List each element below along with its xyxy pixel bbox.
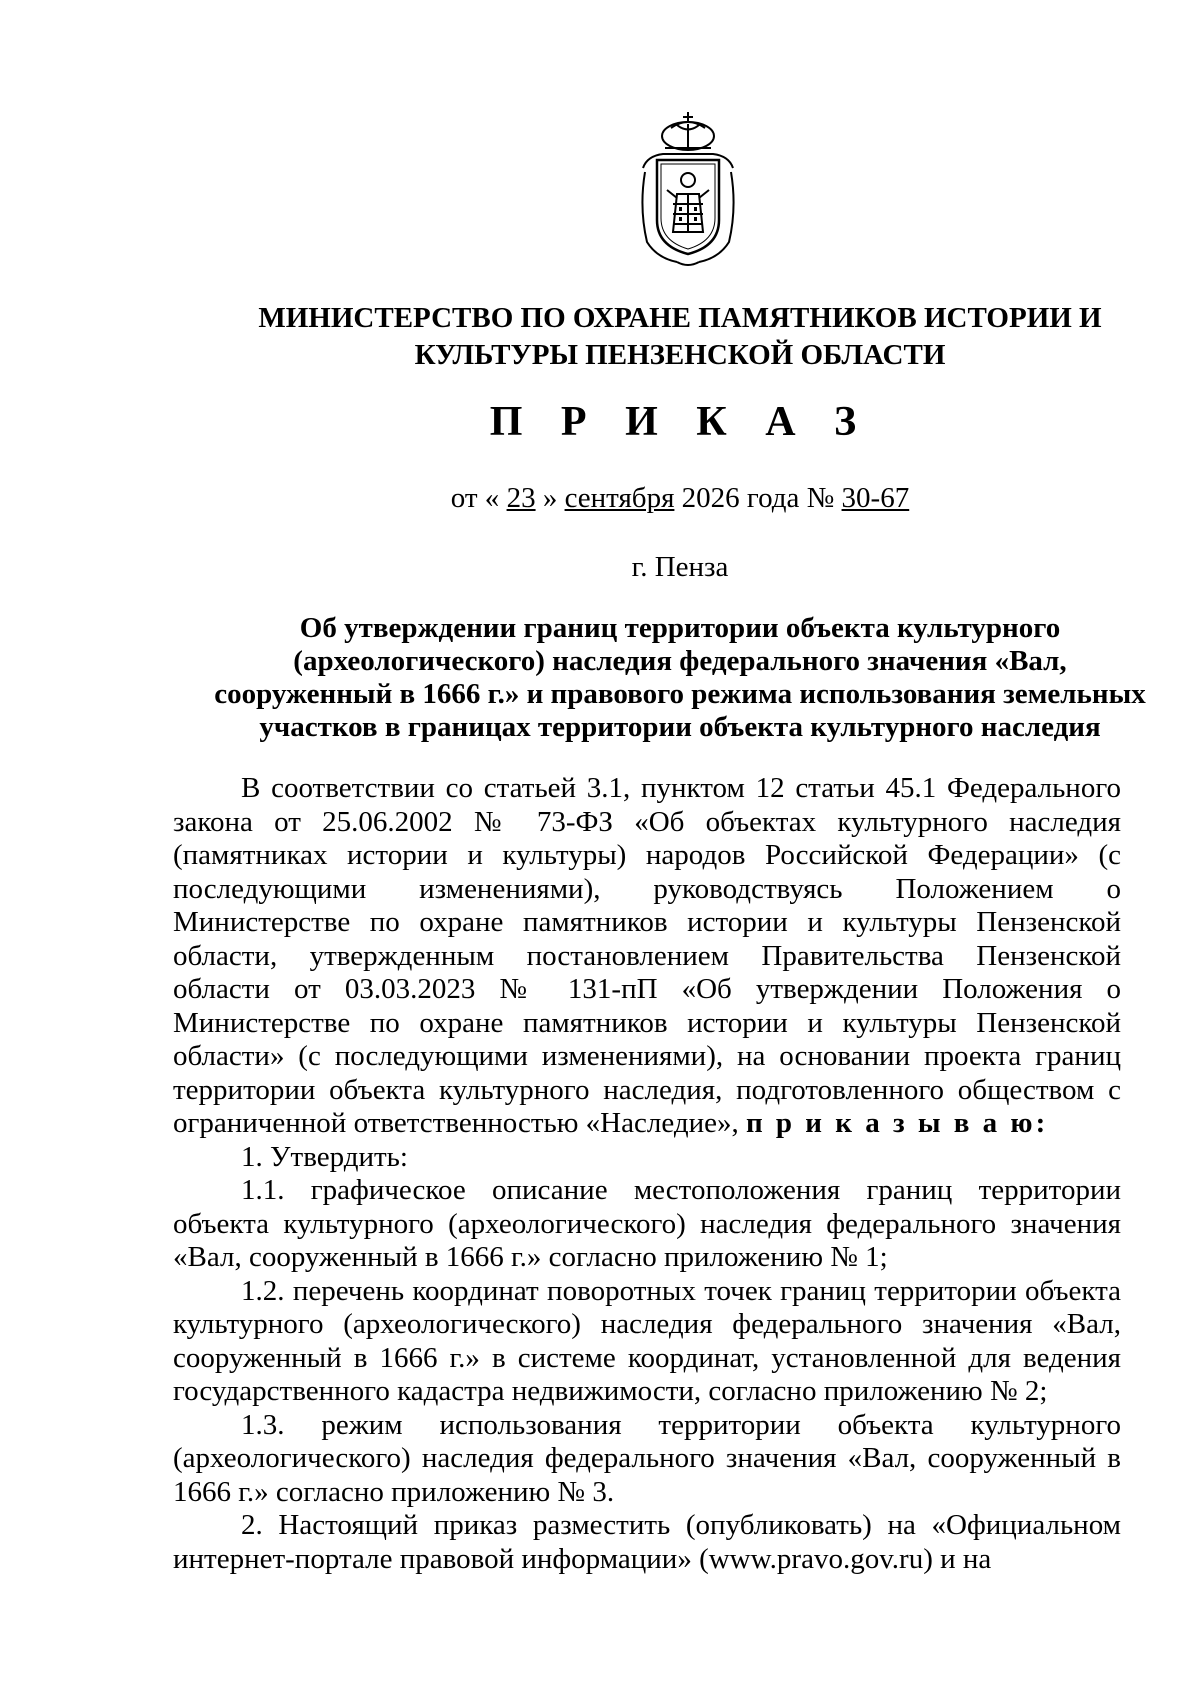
- city: г. Пенза: [631, 551, 729, 583]
- document-date-number: [160, 482, 1200, 515]
- item-1-3: 1.3. режим использования территории объекта культурного (археологического) наследия федерального значения «Вал, сооруженный в 1666 г.» согласно приложению № 3.: [173, 1408, 1121, 1508]
- item-2: 2. Настоящий приказ разместить (опубликовать) на «Официальном интернет-портале правовой информации» (www.pravo.gov.ru) и на: [173, 1509, 1121, 1575]
- date-month: сентября: [564, 482, 675, 514]
- document-number: 30-67: [841, 482, 910, 514]
- ministry-name-line2: КУЛЬТУРЫ ПЕНЗЕНСКОЙ ОБЛАСТИ: [414, 339, 946, 371]
- date-day: 23: [506, 482, 536, 514]
- item-1-1: 1.1. графическое описание местоположения границ территории объекта культурного (археологического) наследия федерального значения «Вал, сооруженный в 1666 г.» согласно приложению № 1;: [173, 1174, 1121, 1273]
- ministry-name: [160, 300, 1200, 374]
- date-prefix: от «: [450, 482, 507, 514]
- document-type: П Р И К А З: [489, 399, 871, 445]
- document-subject: [160, 612, 1200, 744]
- document-body: [173, 772, 1121, 1576]
- preamble-paragraph: [173, 772, 1121, 1141]
- subject-line2: (археологического) наследия федерального значения «Вал,: [293, 645, 1067, 677]
- date-mid: »: [535, 482, 565, 514]
- subject-line1: Об утверждении границ территории объекта культурного: [299, 612, 1061, 644]
- item-1-2: 1.2. перечень координат поворотных точек границ территории объекта культурного (археологического) наследия федерального значения «Вал, сооруженный в 1666 г.» в системе координат, установленной для ведения государственного кадастра недвижимости, согласно приложению № 2;: [173, 1274, 1121, 1407]
- subject-line4: участков в границах территории объекта культурного наследия: [259, 711, 1101, 743]
- subject-line3: сооруженный в 1666 г.» и правового режима использования земельных: [214, 678, 1146, 710]
- preamble-text: В соответствии со статьей 3.1, пунктом 12 статьи 45.1 Федерального закона от 25.06.2002 № 73-ФЗ «Об объектах культурного наследия (памятниках истории и культуры) народов Российской Федерации» (с последующими изменениями), руководствуясь Положением о Министерстве по охране памятников истории и культуры Пензенской области, утвержденным постановлением Правительства Пензенской области от 03.03.2023 № 131-пП «Об утверждении Положения о Министерстве по охране памятников истории и культуры Пензенской области» (с последующими изменениями), на основании проекта границ территории объекта культурного наследия, подготовленного обществом с ограниченной ответственностью «Наследие»,: [173, 772, 1121, 1139]
- coat-of-arms-icon: [637, 108, 739, 270]
- ministry-name-line1: МИНИСТЕРСТВО ПО ОХРАНЕ ПАМЯТНИКОВ ИСТОРИИ И: [258, 302, 1102, 334]
- date-year: 2026 года №: [674, 482, 842, 514]
- order-word: п р и к а з ы в а ю:: [745, 1107, 1049, 1139]
- item-1: 1. Утвердить:: [241, 1140, 408, 1173]
